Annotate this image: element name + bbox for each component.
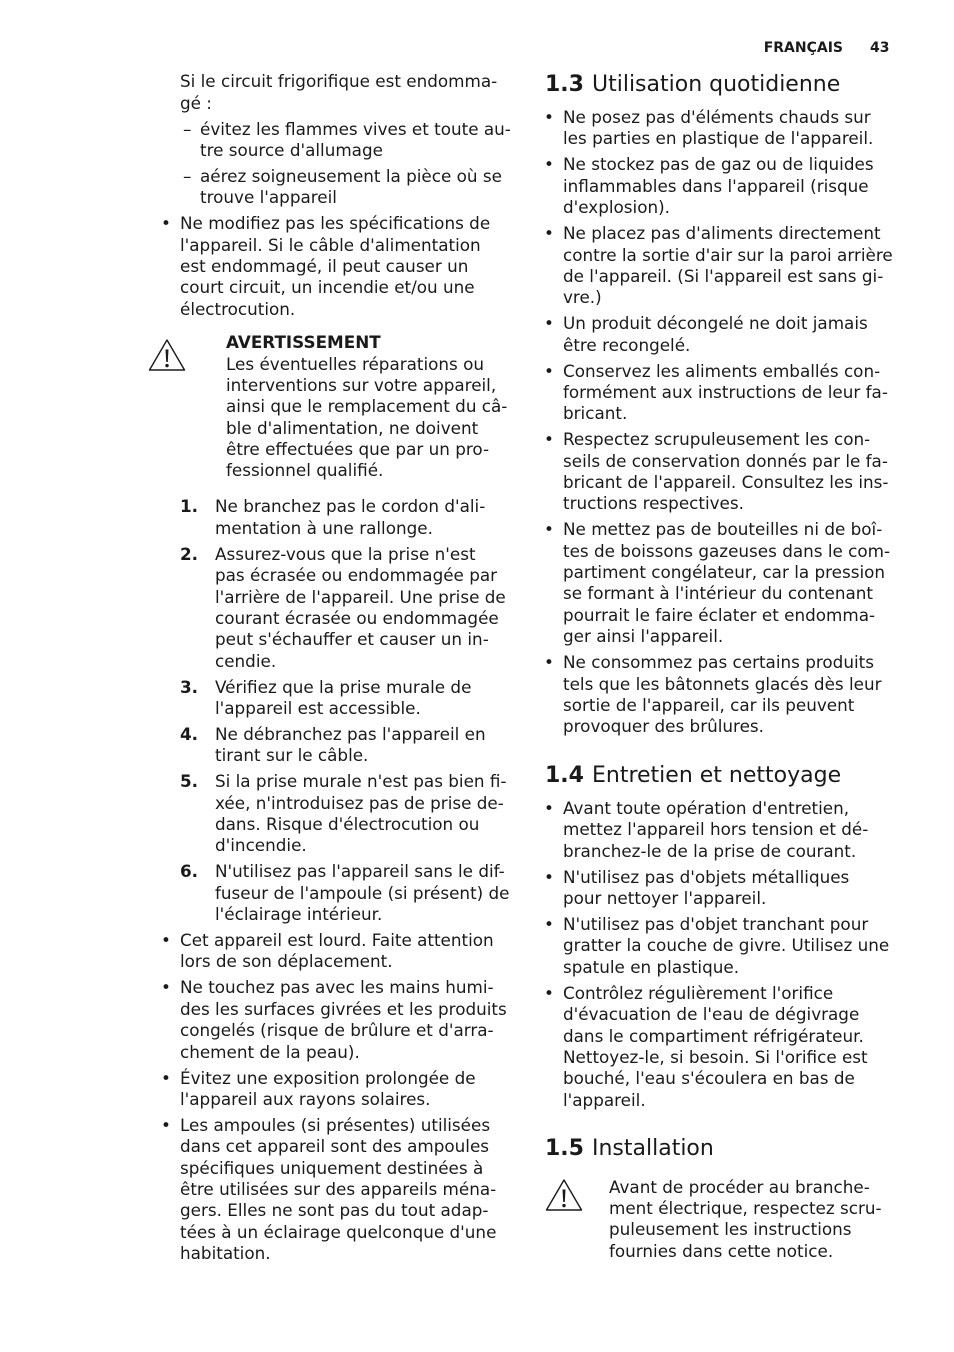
dash-item — [200, 119, 522, 162]
item-text — [563, 154, 925, 218]
step-number: 4. — [180, 723, 199, 744]
text-line: contre la sortie d'air sur la paroi arrière — [563, 244, 893, 265]
text-line: sortie de l'appareil, car ils peuvent — [563, 694, 855, 715]
bullet-marker — [544, 313, 554, 334]
text-line: Respectez scrupuleusement les con- — [563, 429, 871, 450]
warning-triangle-icon — [545, 1178, 583, 1212]
text-line: l'appareil. — [563, 1089, 646, 1110]
text-line: courant écrasée ou endommagée — [215, 607, 499, 628]
text-line: Assurez-vous que la prise n'est — [215, 543, 476, 564]
section-title: Utilisation quotidienne — [591, 72, 841, 97]
dash-marker — [183, 166, 191, 187]
text-line: gers. Elles ne sont pas du tout adap- — [180, 1200, 489, 1221]
text-line: cendie. — [215, 650, 277, 671]
step-item — [180, 543, 522, 672]
text-line: ble d'alimentation, ne doivent — [226, 417, 479, 438]
text-line: ment électrique, respectez scru- — [609, 1197, 882, 1218]
text-line: seils de conservation donnés par le fa- — [563, 450, 888, 471]
bullet-marker — [544, 154, 554, 175]
item-text — [563, 798, 925, 862]
bullet-item — [563, 798, 925, 862]
text-line: tructions respectives. — [563, 493, 744, 514]
bullet-marker — [544, 652, 554, 673]
text-line: pas écrasée ou endommagée par — [215, 565, 498, 586]
warning-body — [226, 354, 522, 482]
text-line: l'éclairage intérieur. — [215, 904, 383, 925]
text-line: d'évacuation de l'eau de dégivrage — [563, 1004, 860, 1025]
text-line: gé : — [180, 92, 212, 113]
bullet-item — [180, 213, 522, 320]
item-text — [180, 213, 522, 320]
text-line: bricant de l'appareil. Consultez les ins- — [563, 472, 889, 493]
item-text — [180, 1068, 522, 1111]
step-item — [180, 771, 522, 856]
text-line: bouché, l'eau s'écoulera en bas de — [563, 1068, 855, 1089]
text-line: être recongelé. — [563, 334, 691, 355]
text-line: d'incendie. — [215, 835, 307, 856]
bullet-list — [150, 213, 522, 320]
text-line: tre source d'allumage — [200, 140, 383, 161]
left-column — [150, 71, 522, 1264]
bullet-item — [180, 930, 522, 973]
section-heading — [545, 70, 925, 100]
item-text — [563, 652, 925, 737]
item-text — [200, 119, 522, 162]
text-line: interventions sur votre appareil, — [226, 374, 497, 395]
text-line: Un produit décongelé ne doit jamais — [563, 313, 868, 334]
text-line: Ne modifiez pas les spécifications de — [180, 213, 491, 234]
warning-text — [609, 1177, 925, 1262]
text-line: Ne posez pas d'éléments chauds sur — [563, 107, 871, 128]
dash-marker — [183, 119, 191, 140]
text-line: bricant. — [563, 403, 628, 424]
step-number: 1. — [180, 496, 199, 517]
text-line: spatule en plastique. — [563, 956, 740, 977]
text-line: mettez l'appareil hors tension et dé- — [563, 819, 869, 840]
warning-box — [545, 1177, 925, 1262]
item-text — [215, 677, 522, 720]
item-text — [215, 861, 522, 925]
step-number: 6. — [180, 861, 199, 882]
text-line: peut s'échauffer et causer un in- — [215, 629, 489, 650]
text-line: Conservez les aliments emballés con- — [563, 360, 881, 381]
text-line: Si la prise murale n'est pas bien fi- — [215, 771, 507, 792]
step-number: 2. — [180, 543, 199, 564]
text-line: Ne stockez pas de gaz ou de liquides — [563, 154, 874, 175]
step-item — [180, 496, 522, 539]
item-text — [215, 544, 522, 672]
text-line: aérez soigneusement la pièce où se — [200, 166, 502, 187]
text-line: pourrait le faire éclater et endomma- — [563, 604, 876, 625]
text-line: tes de boissons gazeuses dans le com- — [563, 540, 891, 561]
warning-triangle-icon — [148, 338, 186, 372]
bullet-marker — [161, 1115, 171, 1136]
text-line: l'arrière de l'appareil. Une prise de — [215, 586, 506, 607]
section-1-4 — [545, 761, 925, 1111]
text-line: gratter la couche de givre. Utilisez une — [563, 935, 890, 956]
step-number: 3. — [180, 676, 199, 697]
text-line: être effectuées que par un pro- — [226, 438, 490, 459]
text-line: vre.) — [563, 287, 602, 308]
item-text — [215, 496, 522, 539]
bullet-marker — [544, 914, 554, 935]
item-text — [180, 930, 522, 973]
text-line: pour nettoyer l'appareil. — [563, 888, 767, 909]
item-text — [563, 914, 925, 978]
text-line: l'appareil aux rayons solaires. — [180, 1088, 431, 1109]
text-line: de l'appareil. (Si l'appareil est sans gi- — [563, 265, 884, 286]
text-line: Ne débranchez pas l'appareil en — [215, 723, 486, 744]
bullet-marker — [544, 223, 554, 244]
text-line: Si le circuit frigorifique est endomma- — [180, 71, 498, 92]
bullet-item — [180, 977, 522, 1062]
bullet-list — [150, 930, 522, 1264]
item-text — [563, 107, 925, 150]
step-number: 5. — [180, 771, 199, 792]
text-line: Avant de procéder au branche- — [609, 1176, 870, 1197]
item-text — [200, 166, 522, 209]
bullet-item — [563, 107, 925, 150]
bullet-item — [563, 361, 925, 425]
text-line: N'utilisez pas l'appareil sans le dif- — [215, 861, 505, 882]
item-text — [215, 724, 522, 767]
text-line: tirant sur le câble. — [215, 745, 369, 766]
text-line: Vérifiez que la prise murale de — [215, 676, 472, 697]
text-line: dans. Risque d'électrocution ou — [215, 814, 480, 834]
bullet-marker — [544, 107, 554, 128]
section-1-3 — [545, 70, 925, 738]
running-header — [0, 0, 954, 80]
section-number: 1.5 — [545, 1136, 584, 1162]
text-line: provoquer des brûlures. — [563, 716, 764, 737]
text-line: Ne consommez pas certains produits — [563, 652, 874, 673]
bullet-marker — [544, 519, 554, 540]
text-line: fuseur de l'ampoule (si présent) de — [215, 882, 510, 903]
bullet-item — [563, 223, 925, 308]
text-line: puleusement les instructions — [609, 1219, 852, 1240]
dash-item — [200, 166, 522, 209]
section-title: Installation — [591, 1136, 714, 1162]
text-line: tées à un éclairage quelconque d'une — [180, 1221, 497, 1242]
text-line: trouve l'appareil — [200, 187, 337, 208]
text-line: est endommagé, il peut causer un — [180, 256, 469, 277]
page-number: 43 — [870, 40, 890, 56]
text-line: se formant à l'intérieur du contenant — [563, 583, 874, 604]
text-line: des les surfaces givrées et les produits — [180, 998, 507, 1019]
text-line: court circuit, un incendie et/ou une — [180, 277, 475, 298]
bullet-item — [563, 519, 925, 647]
bullet-item — [563, 429, 925, 514]
bullet-marker — [161, 977, 171, 998]
bullet-item — [563, 983, 925, 1111]
text-line: les parties en plastique de l'appareil. — [563, 128, 874, 149]
item-text — [563, 313, 925, 356]
item-text — [563, 983, 925, 1111]
text-line: fournies dans cette notice. — [609, 1240, 834, 1261]
item-text — [563, 429, 925, 514]
section-heading — [545, 761, 925, 791]
text-line: Ne placez pas d'aliments directement — [563, 223, 881, 244]
section-1-5 — [545, 1134, 925, 1262]
text-line: partiment congélateur, car la pression — [563, 562, 886, 583]
text-line: inflammables dans l'appareil (risque — [563, 175, 869, 196]
text-line: spécifiques uniquement destinées à — [180, 1157, 484, 1178]
step-item — [180, 861, 522, 925]
warning-text — [226, 332, 522, 481]
text-line: fessionnel qualifié. — [226, 460, 384, 481]
text-line: évitez les flammes vives et toute au- — [200, 118, 511, 139]
right-column — [545, 70, 925, 1262]
bullet-marker — [544, 798, 554, 819]
item-text — [563, 519, 925, 647]
bullet-list — [545, 107, 925, 737]
bullet-marker — [161, 1068, 171, 1089]
text-line: Les ampoules (si présentes) utilisées — [180, 1114, 491, 1135]
text-line: d'explosion). — [563, 197, 670, 218]
text-line: Contrôlez régulièrement l'orifice — [563, 982, 834, 1003]
dash-list — [150, 119, 522, 209]
step-item — [180, 676, 522, 720]
text-line: habitation. — [180, 1242, 271, 1263]
warning-box — [150, 332, 522, 481]
bullet-item — [180, 1068, 522, 1111]
text-line: Nettoyez-le, si besoin. Si l'orifice est — [563, 1046, 868, 1067]
text-line: Ne touchez pas avec les mains humi- — [180, 977, 494, 998]
text-line: Ne mettez pas de bouteilles ni de boî- — [563, 519, 883, 540]
language-label: FRANÇAIS — [763, 40, 843, 56]
bullet-list — [545, 798, 925, 1111]
bullet-marker — [161, 930, 171, 951]
step-item — [180, 723, 522, 767]
section-number: 1.3 — [545, 72, 584, 97]
text-line: Cet appareil est lourd. Faite attention — [180, 930, 494, 951]
text-line: tels que les bâtonnets glacés dès leur — [563, 673, 882, 694]
bullet-item — [563, 154, 925, 218]
text-line: dans cet appareil sont des ampoules — [180, 1136, 490, 1157]
item-text — [563, 361, 925, 425]
bullet-marker — [544, 983, 554, 1004]
text-line: être utilisées sur des appareils ména- — [180, 1178, 497, 1199]
bullet-item — [563, 914, 925, 978]
section-number: 1.4 — [545, 762, 584, 788]
text-line: congelés (risque de brûlure et d'arra- — [180, 1020, 494, 1041]
text-line: branchez-le de la prise de courant. — [563, 840, 857, 861]
bullet-item — [563, 652, 925, 737]
bullet-item — [563, 313, 925, 356]
bullet-marker — [544, 361, 554, 382]
step-list — [150, 496, 522, 925]
text-line: Ne branchez pas le cordon d'ali- — [215, 496, 486, 517]
text-line: ainsi que le remplacement du câ- — [226, 396, 508, 417]
text-line: l'appareil. Si le câble d'alimentation — [180, 234, 481, 255]
text-line: Avant toute opération d'entretien, — [563, 798, 850, 819]
text-line: Évitez une exposition prolongée de — [180, 1067, 476, 1088]
bullet-marker — [544, 429, 554, 450]
item-text — [563, 223, 925, 308]
bullet-marker — [544, 867, 554, 888]
text-line: ger ainsi l'appareil. — [563, 626, 724, 647]
text-line: l'appareil est accessible. — [215, 697, 421, 718]
warning-title: AVERTISSEMENT — [226, 332, 381, 353]
text-line: chement de la peau). — [180, 1041, 360, 1062]
bullet-item — [563, 867, 925, 910]
item-text — [180, 1115, 522, 1264]
item-text — [215, 771, 522, 856]
text-line: N'utilisez pas d'objet tranchant pour — [563, 914, 869, 935]
text-line: lors de son déplacement. — [180, 951, 393, 972]
text-line: formément aux instructions de leur fa- — [563, 381, 888, 402]
item-text — [563, 867, 925, 910]
bullet-marker — [161, 213, 171, 234]
text-line: dans le compartiment réfrigérateur. — [563, 1025, 864, 1046]
text-line: xée, n'introduisez pas de prise de- — [215, 792, 504, 813]
text-line: mentation à une rallonge. — [215, 517, 433, 538]
text-line: Les éventuelles réparations ou — [226, 353, 485, 374]
item-text — [180, 977, 522, 1062]
bullet-item — [180, 1115, 522, 1264]
intro-paragraph — [150, 71, 522, 114]
section-title: Entretien et nettoyage — [591, 762, 842, 788]
text-line: électrocution. — [180, 298, 296, 319]
text-line: N'utilisez pas d'objets métalliques — [563, 866, 850, 887]
section-heading — [545, 1134, 925, 1164]
